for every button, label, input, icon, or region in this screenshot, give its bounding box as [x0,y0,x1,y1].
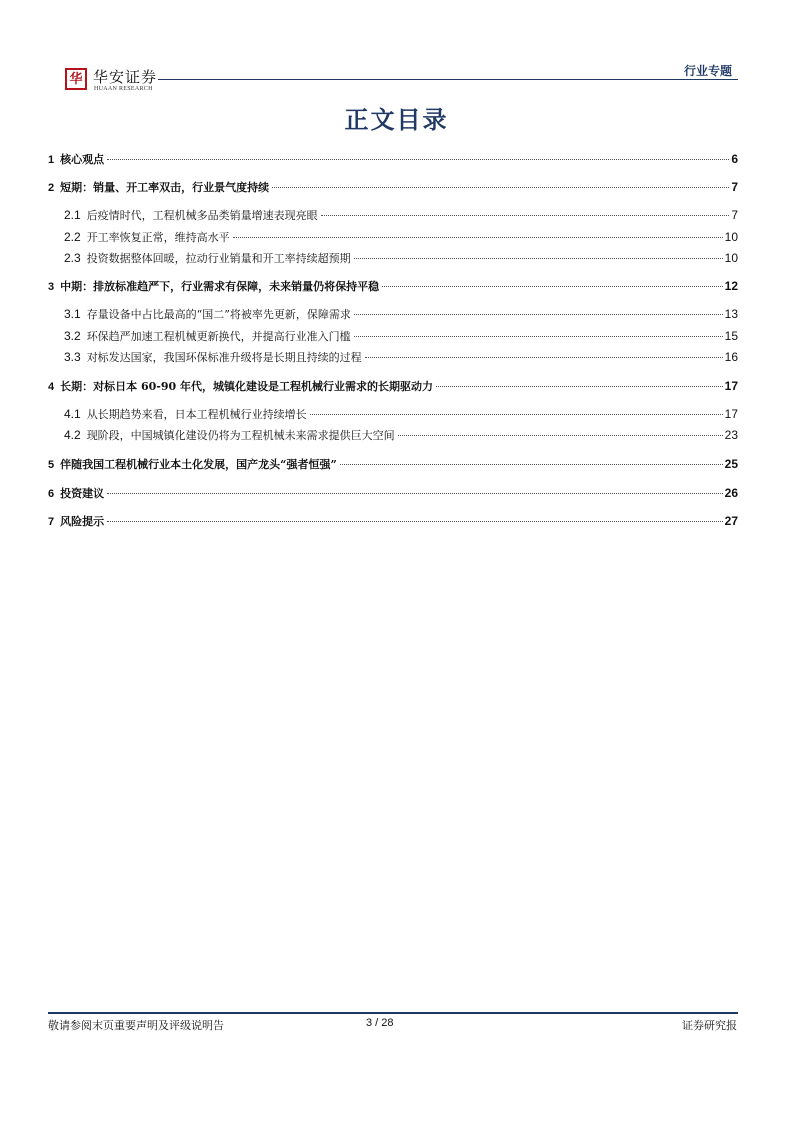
toc-entry-number: 2.3 [64,251,81,265]
toc-entry[interactable] [48,456,738,472]
toc-entry-title: 环保趋严加速工程机械更新换代，并提高行业准入门槛 [86,330,351,343]
toc-entry-page: 26 [724,486,738,500]
toc-entry-title: 存量设备中占比最高的“国二”将被率先更新，保障需求 [86,308,351,321]
toc-subentry[interactable] [64,349,738,365]
toc-entry-title: 核心观点 [60,153,105,166]
toc-leader [382,286,723,287]
toc-entry-page: 25 [724,457,738,471]
report-category: 行业专题 [683,64,732,78]
page-header [48,64,738,100]
toc-leader [398,435,723,436]
toc-entry[interactable] [48,179,738,195]
toc-entry-number: 6 [48,488,55,500]
toc-entry-title: 后疫情时代，工程机械多品类销量增速表现亮眼 [86,209,318,222]
toc-subentry[interactable] [64,427,738,443]
toc-leader [321,215,730,216]
toc-leader [354,258,723,259]
toc-entry-number: 7 [48,516,55,528]
toc-entry-number: 4.1 [64,407,81,421]
toc-subentry[interactable] [64,229,738,245]
toc-entry-number: 5 [48,459,55,471]
toc-entry-page: 15 [724,329,738,343]
toc-leader [354,314,723,315]
company-logo-icon: 华 [65,68,87,90]
toc-leader [340,464,723,465]
toc-leader [107,493,723,494]
toc-leader [233,237,723,238]
toc-subentry[interactable] [64,306,738,322]
toc-entry-title: 中期：排放标准趋严下，行业需求有保障，未来销量仍将保持平稳 [60,280,380,293]
toc-entry-number: 3.2 [64,329,81,343]
toc-entry-title: 投资建议 [60,487,105,500]
company-name-en: HUAAN RESEARCH [94,86,153,92]
toc-leader [354,336,723,337]
toc-subentry[interactable] [64,207,738,223]
toc-entry-title: 投资数据整体回暖，拉动行业销量和开工率持续超预期 [86,252,351,265]
toc-leader [310,414,723,415]
toc-entry-number: 1 [48,154,55,166]
toc-entry-title: 从长期趋势来看，日本工程机械行业持续增长 [86,408,307,421]
toc-entry[interactable] [48,513,738,529]
toc-entry-page: 17 [724,407,738,421]
toc-leader [272,187,729,188]
toc-entry-page: 13 [724,307,738,321]
toc-entry-page: 17 [724,379,738,393]
company-name-cn: 华安证券 [93,68,158,86]
toc-entry[interactable] [48,378,738,394]
toc-leader [107,521,723,522]
toc-entry-title: 开工率恢复正常，维持高水平 [86,231,230,244]
toc-entry[interactable] [48,151,738,167]
toc-entry-page: 12 [724,279,738,293]
toc-entry-number: 3 [48,281,55,293]
toc-leader [436,386,723,387]
footer-divider [48,1012,738,1014]
toc-entry-page: 10 [724,251,738,265]
toc-entry-number: 3.1 [64,307,81,321]
page-title: 正文目录 [344,106,449,134]
header-divider [158,79,738,80]
toc-leader [365,357,723,358]
toc-subentry[interactable] [64,250,738,266]
toc-entry[interactable] [48,485,738,501]
toc-entry-number: 2.1 [64,208,81,222]
toc-entry-number: 4 [48,381,55,393]
toc-entry-title: 现阶段，中国城镇化建设仍将为工程机械未来需求提供巨大空间 [86,429,395,442]
toc-entry-number: 2.2 [64,230,81,244]
toc-subentry[interactable] [64,406,738,422]
toc-subentry[interactable] [64,328,738,344]
toc-entry-page: 7 [731,180,738,194]
toc-entry-title: 伴随我国工程机械行业本土化发展，国产龙头“强者恒强” [60,458,337,471]
toc-entry-number: 4.2 [64,428,81,442]
toc-entry-title: 风险提示 [60,515,105,528]
page-number: 3 / 28 [366,1017,394,1029]
toc-entry-page: 27 [724,514,738,528]
toc-entry-page: 6 [731,152,738,166]
toc-entry[interactable] [48,278,738,294]
footer-report-type: 证券研究报 [682,1019,737,1032]
toc-entry-title: 短期：销量、开工率双击，行业景气度持续 [60,181,270,194]
toc-entry-title: 对标发达国家，我国环保标准升级将是长期且持续的过程 [86,351,362,364]
toc-entry-number: 3.3 [64,350,81,364]
toc-leader [107,159,729,160]
toc-entry-title: 长期：对标日本 60-90 年代，城镇化建设是工程机械行业需求的长期驱动力 [60,380,433,393]
toc-entry-page: 23 [724,428,738,442]
toc-entry-page: 7 [731,208,738,222]
toc-entry-page: 10 [724,230,738,244]
toc-entry-number: 2 [48,182,55,194]
footer-disclaimer: 敬请参阅末页重要声明及评级说明告 [48,1019,224,1032]
toc-entry-page: 16 [724,350,738,364]
